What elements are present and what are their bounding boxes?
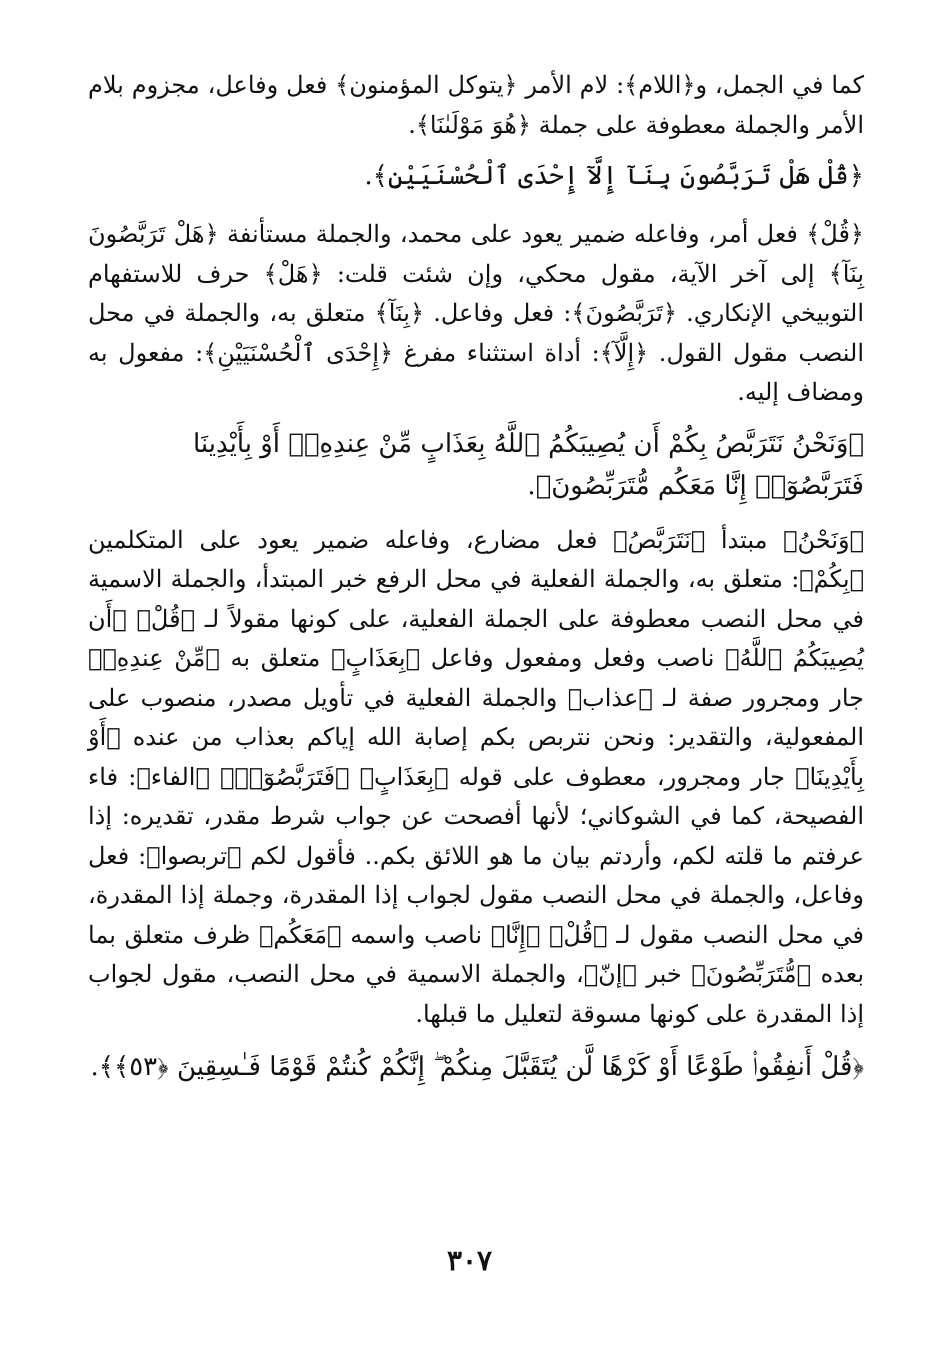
verse-3: ﴿قُلْ أَنفِقُوا۟ طَوْعًا أَوْ كَرْهًا لَّن يُتَقَبَّلَ مِنكُمْ ۖ إِنَّكُمْ كُنتُمْ قَوْمًا فَـٰسِقِينَ ﴿٥٣﴾﴾. [90,1052,864,1082]
paragraph-2: ﴿وَنَحْنُ﴾ مبتدأ ﴿نَتَرَبَّصُ﴾ فعل مضارع، وفاعله ضمير يعود على المتكلمين ﴿بِكُمْ﴾: متعلق به، والجملة الفعلية في محل الرفع خبر المبتدأ، والجملة الاسمية في محل النصب معطوفة على الجملة الفعلية، على كونها مقولاً لـ ﴿قُلْ﴾ ﴿أَن يُصِيبَكُمُ ٱللَّهُ﴾ ناصب وفعل ومفعول وفاعل ﴿بِعَذَابٍ﴾ متعلق به ﴿مِّنْ عِندِهِۦ﴾ جار ومجرور صفة لـ ﴿عذاب﴾ والجملة الفعلية في تأويل مصدر، منصوب على المفعولية، والتقدير: ونحن نتربص بكم إصابة الله إياكم بعذاب من عنده ﴿أَوْ بِأَيْدِينَا﴾ جار ومجرور، معطوف على قوله ﴿بِعَذَابٍ﴾ ﴿فَتَرَبَّصُوٓا۟﴾ ﴿الفاء﴾: فاء الفصيحة، كما في الشوكاني؛ لأنها أفصحت عن جواب شرط مقدر، تقديره: إذا عرفتم ما قلته لكم، وأردتم بيان ما هو اللائق بكم.. فأقول لكم ﴿تربصوا﴾: فعل وفاعل، والجملة في محل النصب مقول لجواب إذا المقدرة، وجملة إذا المقدرة، في محل النصب مقول لـ ﴿قُلْ﴾ ﴿إِنَّا﴾ ناصب واسمه ﴿مَعَكُم﴾ ظرف متعلق بما بعده ﴿مُّتَرَبِّصُونَ﴾ خبر ﴿إنّ﴾، والجملة الاسمية في محل النصب، مقول لجواب إذا المقدرة على كونها مسوقة لتعليل ما قبلها. [88,525,865,1028]
verse-block-3 [88,1046,864,1088]
verse-2: ﴿وَنَحْنُ نَتَرَبَّصُ بِكُمْ أَن يُصِيبَكُمُ ٱللَّهُ بِعَذَابٍ مِّنْ عِندِهِۦٓ أَوْ بِأَيْدِينَا فَتَرَبَّصُوٓا۟ إِنَّا مَعَكُم مُّتَرَبِّصُونَ﴾. [192,428,864,501]
intro-paragraph: كما في الجمل، و﴿اللام﴾: لام الأمر ﴿يتوكل المؤمنون﴾ فعل وفاعل، مجزوم بلام الأمر والجملة معطوفة على جملة ﴿هُوَ مَوْلَىٰنَا﴾. [88,71,864,139]
page-content [88,66,864,1356]
verse-block-1 [88,155,864,197]
verse-1: ﴿قُلْ هَلْ تَرَبَّصُونَ بِنَآ إِلَّآ إِحْدَى ٱلْحُسْنَيَيْنِ﴾. [364,161,864,191]
verse-block-2 [88,423,864,507]
paragraph-1: ﴿قُلْ﴾ فعل أمر، وفاعله ضمير يعود على محمد، والجملة مستأنفة ﴿هَلْ تَرَبَّصُونَ بِنَآ﴾ إلى آخر الآية، مقول محكي، وإن شئت قلت: ﴿هَلْ﴾ حرف للاستفهام التوبيخي الإنكاري. ﴿تَرَبَّصُونَ﴾: فعل وفاعل. ﴿بِنَآ﴾ متعلق به، والجملة في محل النصب مقول القول. ﴿إِلَّآ﴾: أداة استثناء مفرغ ﴿إِحْدَى ٱلْحُسْنَيَيْنِ﴾: مفعول به ومضاف إليه. [88,220,864,406]
page-number: ٣٠٧ [446,1244,493,1277]
